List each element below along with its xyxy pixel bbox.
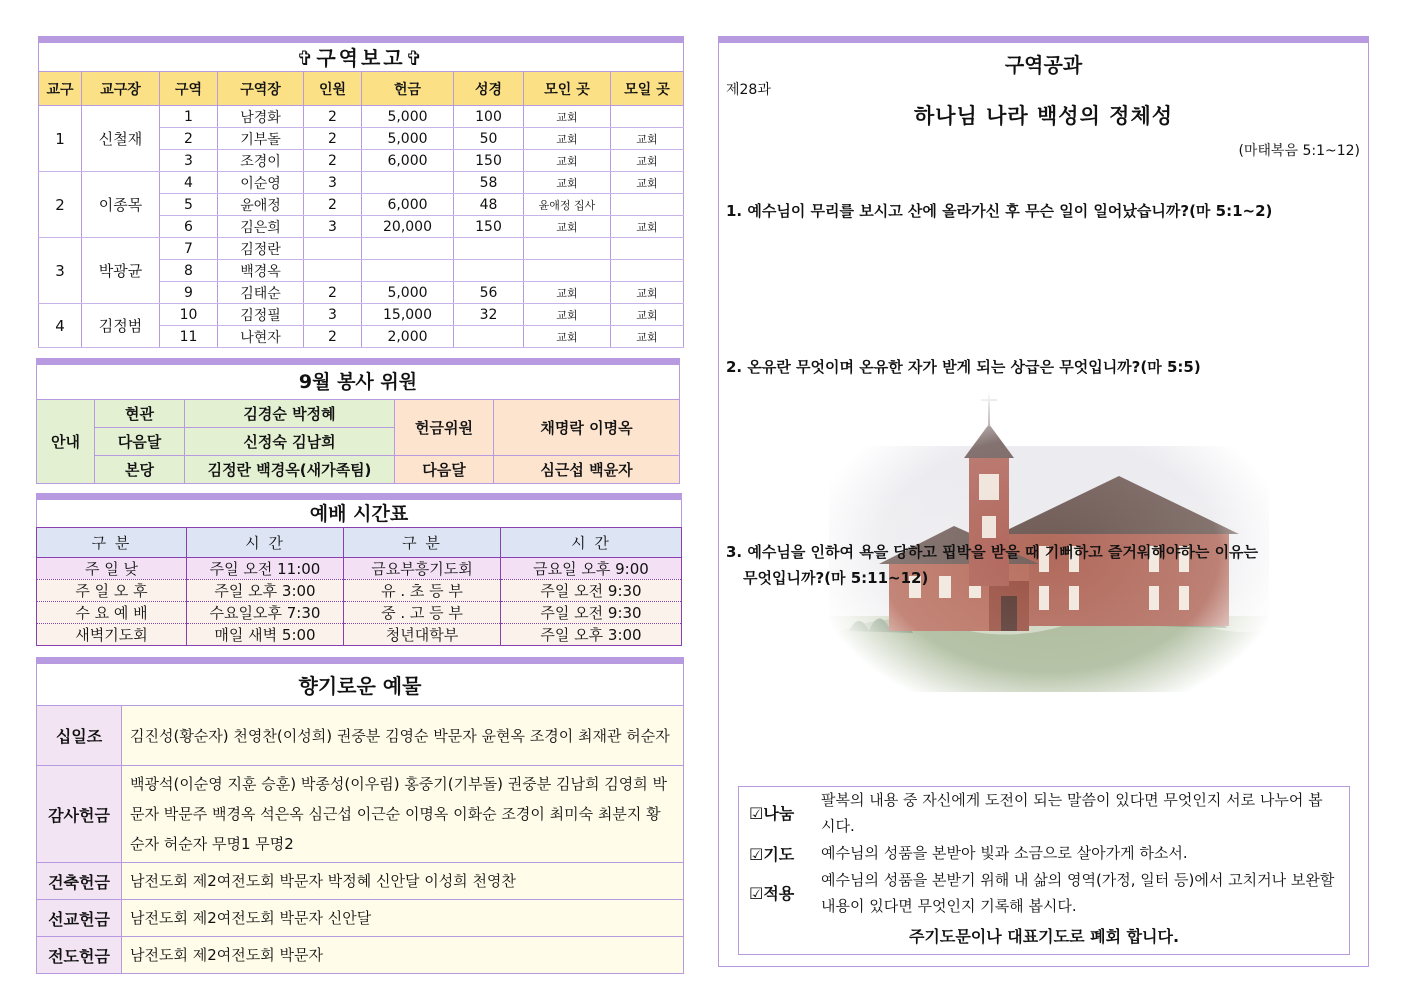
offering-names: 백광석(이순영 지훈 승훈) 박종성(이우림) 홍중기(기부돌) 권중분 김남희 김영희 박문자 박문주 백경옥 석은옥 심근섭 이근순 이명옥 이화순 조경이 최미숙 최분지 황순자 허순자 무명1 무명2 [122, 766, 684, 863]
district-report-title: ✞구역보고✞ [38, 43, 684, 71]
table-row [37, 580, 682, 602]
service-committee-title: 9월 봉사 위원 [36, 365, 680, 399]
offering-cell: 20,000 [362, 216, 454, 238]
col-header: 교구 [39, 72, 82, 106]
service-time: 주일 오전 9:30 [501, 602, 682, 624]
table-row [37, 863, 684, 900]
district-report-table [38, 71, 684, 348]
people-cell: 2 [304, 326, 362, 348]
pray-text: 예수님의 성품을 본받아 빛과 소금으로 살아가게 하소서. [821, 844, 1188, 862]
offering-cell [362, 172, 454, 194]
head-cell: 김정란 [218, 238, 304, 260]
meet-place-cell [611, 238, 684, 260]
place-cell: 현관 [95, 400, 185, 428]
service-name: 중 . 고 등 부 [344, 602, 501, 624]
parish-cell: 4 [39, 304, 82, 348]
bible-cell [454, 260, 524, 282]
offering-cell: 15,000 [362, 304, 454, 326]
col-header: 성경 [454, 72, 524, 106]
col-header: 구 분 [37, 528, 187, 558]
offering-type: 건축헌금 [37, 863, 122, 900]
bible-cell: 48 [454, 194, 524, 216]
people-cell: 2 [304, 128, 362, 150]
offering-cell: 2,000 [362, 326, 454, 348]
district-report-bar [38, 36, 684, 43]
head-cell: 남경화 [218, 106, 304, 128]
met-place-cell: 교회 [524, 304, 611, 326]
offering-type: 십일조 [37, 706, 122, 766]
offering-names: 남전도회 제2여전도회 박문자 [122, 937, 684, 974]
table-row [37, 624, 682, 646]
offerings-panel [36, 657, 684, 974]
head-cell: 윤애정 [218, 194, 304, 216]
district-report-panel [38, 36, 684, 348]
col-header: 교구장 [82, 72, 160, 106]
service-time: 주일 오전 9:30 [501, 580, 682, 602]
service-time: 주일 오후 3:00 [501, 624, 682, 646]
service-name: 주 일 오 후 [37, 580, 187, 602]
meet-place-cell: 교회 [611, 326, 684, 348]
service-time: 매일 새벽 5:00 [187, 624, 344, 646]
district-cell: 6 [160, 216, 218, 238]
service-time: 주일 오전 11:00 [187, 558, 344, 580]
meet-place-cell: 교회 [611, 150, 684, 172]
parish-cell: 3 [39, 238, 82, 304]
lesson-panel [718, 36, 1369, 967]
offering-committee-label: 헌금위원 [395, 400, 494, 456]
table-row [37, 766, 684, 863]
pray-label: ☑기도 [749, 845, 795, 864]
offering-committee-names: 채명락 이명옥 [494, 400, 680, 456]
parish-leader-cell: 김정범 [82, 304, 160, 348]
met-place-cell [524, 260, 611, 282]
share-label: ☑나눔 [749, 804, 795, 823]
meet-place-cell: 교회 [611, 216, 684, 238]
share-text: 팔복의 내용 중 자신에게 도전이 되는 말씀이 있다면 무엇인지 서로 나누어 봅시다. [821, 791, 1323, 835]
service-committee-table [36, 399, 680, 484]
table-row [37, 706, 684, 766]
meet-place-cell [611, 260, 684, 282]
district-cell: 10 [160, 304, 218, 326]
head-cell: 김정필 [218, 304, 304, 326]
parish-cell: 1 [39, 106, 82, 172]
head-cell: 조경이 [218, 150, 304, 172]
offering-cell [362, 260, 454, 282]
place-cell: 다음달 [95, 428, 185, 456]
guide-label: 안내 [37, 400, 95, 484]
table-row [39, 172, 684, 194]
head-cell: 김태순 [218, 282, 304, 304]
apply-label: ☑적용 [749, 884, 795, 903]
next-month-names: 심근섭 백윤자 [494, 456, 680, 484]
offerings-title: 향기로운 예물 [36, 664, 684, 705]
worship-schedule-bar [36, 493, 682, 500]
people-cell [304, 238, 362, 260]
met-place-cell: 윤애정 집사 [524, 194, 611, 216]
col-header: 인원 [304, 72, 362, 106]
parish-cell: 2 [39, 172, 82, 238]
names-cell: 김경순 박정혜 [185, 400, 395, 428]
table-row [37, 602, 682, 624]
bible-cell: 150 [454, 216, 524, 238]
district-header-row [39, 72, 684, 106]
lesson-reference: (마태복음 5:1~12) [1238, 143, 1360, 159]
lesson-title: 구역공과 [1004, 53, 1083, 77]
offerings-table [36, 705, 684, 974]
met-place-cell: 교회 [524, 216, 611, 238]
col-header: 구 분 [344, 528, 501, 558]
bible-cell: 100 [454, 106, 524, 128]
head-cell: 백경옥 [218, 260, 304, 282]
met-place-cell: 교회 [524, 106, 611, 128]
offerings-bar [36, 657, 684, 664]
offering-cell: 6,000 [362, 150, 454, 172]
offering-names: 남전도회 제2여전도회 박문자 박정혜 신안달 이성희 천영찬 [122, 863, 684, 900]
people-cell: 3 [304, 304, 362, 326]
district-cell: 3 [160, 150, 218, 172]
head-cell: 이순영 [218, 172, 304, 194]
head-cell: 나현자 [218, 326, 304, 348]
table-row [37, 558, 682, 580]
people-cell: 3 [304, 216, 362, 238]
names-cell: 신정숙 김남희 [185, 428, 395, 456]
worship-schedule-table [36, 527, 682, 646]
parish-leader-cell: 이종목 [82, 172, 160, 238]
col-header: 시 간 [187, 528, 344, 558]
bible-cell: 150 [454, 150, 524, 172]
met-place-cell: 교회 [524, 282, 611, 304]
meet-place-cell: 교회 [611, 172, 684, 194]
col-header: 헌금 [362, 72, 454, 106]
met-place-cell: 교회 [524, 172, 611, 194]
people-cell: 3 [304, 172, 362, 194]
closing-text: 주기도문이나 대표기도로 폐회 합니다. [908, 927, 1180, 946]
people-cell: 2 [304, 150, 362, 172]
bible-cell [454, 326, 524, 348]
col-header: 시 간 [501, 528, 682, 558]
bible-cell: 56 [454, 282, 524, 304]
table-row [39, 106, 684, 128]
met-place-cell: 교회 [524, 128, 611, 150]
offering-cell: 6,000 [362, 194, 454, 216]
service-time: 수요일오후 7:30 [187, 602, 344, 624]
people-cell: 2 [304, 194, 362, 216]
offering-cell: 5,000 [362, 128, 454, 150]
table-row [39, 304, 684, 326]
service-name: 새벽기도회 [37, 624, 187, 646]
offering-cell: 5,000 [362, 106, 454, 128]
service-name: 주 일 낮 [37, 558, 187, 580]
worship-schedule-title: 예배 시간표 [36, 500, 682, 527]
service-name: 금요부흥기도회 [344, 558, 501, 580]
district-cell: 2 [160, 128, 218, 150]
next-month-label: 다음달 [395, 456, 494, 484]
bible-cell: 50 [454, 128, 524, 150]
district-cell: 7 [160, 238, 218, 260]
offering-cell [362, 238, 454, 260]
lesson-number: 제28과 [726, 82, 771, 98]
names-cell: 김정란 백경옥(새가족팀) [185, 456, 395, 484]
district-cell: 11 [160, 326, 218, 348]
service-time: 주일 오후 3:00 [187, 580, 344, 602]
question-3: 3. 예수님을 인하여 욕을 당하고 핍박을 받을 때 기뻐하고 즐거워해야하는 이유는 [726, 543, 1259, 561]
bible-cell [454, 238, 524, 260]
meet-place-cell: 교회 [611, 282, 684, 304]
meet-place-cell: 교회 [611, 304, 684, 326]
application-box [738, 786, 1350, 955]
col-header: 모일 곳 [611, 72, 684, 106]
table-row [37, 400, 680, 428]
service-name: 유 . 초 등 부 [344, 580, 501, 602]
col-header: 모인 곳 [524, 72, 611, 106]
question-2: 2. 온유란 무엇이며 온유한 자가 받게 되는 상급은 무엇입니까?(마 5:5) [726, 358, 1201, 376]
service-time: 금요일 오후 9:00 [501, 558, 682, 580]
worship-header-row [37, 528, 682, 558]
district-cell: 9 [160, 282, 218, 304]
meet-place-cell [611, 106, 684, 128]
table-row [37, 900, 684, 937]
offering-names: 남전도회 제2여전도회 박문자 신안달 [122, 900, 684, 937]
district-cell: 8 [160, 260, 218, 282]
table-row [39, 238, 684, 260]
district-cell: 5 [160, 194, 218, 216]
people-cell: 2 [304, 282, 362, 304]
question-1: 1. 예수님이 무리를 보시고 산에 올라가신 후 무슨 일이 일어났습니까?(마 5:1~2) [726, 202, 1273, 220]
offering-cell: 5,000 [362, 282, 454, 304]
place-cell: 본당 [95, 456, 185, 484]
col-header: 구역 [160, 72, 218, 106]
district-cell: 1 [160, 106, 218, 128]
meet-place-cell: 교회 [611, 128, 684, 150]
district-cell: 4 [160, 172, 218, 194]
service-committee-bar [36, 358, 680, 365]
people-cell [304, 260, 362, 282]
met-place-cell [524, 238, 611, 260]
col-header: 구역장 [218, 72, 304, 106]
offering-type: 선교헌금 [37, 900, 122, 937]
parish-leader-cell: 박광균 [82, 238, 160, 304]
bible-cell: 58 [454, 172, 524, 194]
met-place-cell: 교회 [524, 326, 611, 348]
head-cell: 김은희 [218, 216, 304, 238]
table-row [37, 456, 680, 484]
offering-names: 김진성(황순자) 천영찬(이성희) 권중분 김영순 박문자 윤현옥 조경이 최재관 허순자 [122, 706, 684, 766]
offering-type: 감사헌금 [37, 766, 122, 863]
service-committee-panel [36, 358, 680, 484]
lesson-bar [718, 36, 1369, 43]
question-3-cont: 무엇입니까?(마 5:11~12) [743, 569, 929, 587]
lesson-heading: 하나님 나라 백성의 정체성 [913, 104, 1174, 128]
worship-schedule-panel [36, 493, 682, 646]
offering-type: 전도헌금 [37, 937, 122, 974]
apply-text: 예수님의 성품을 본받기 위해 내 삶의 영역(가정, 일터 등)에서 고치거나 보완할 내용이 있다면 무엇인지 기록해 봅시다. [821, 871, 1335, 915]
parish-leader-cell: 신철재 [82, 106, 160, 172]
service-name: 수 요 예 배 [37, 602, 187, 624]
met-place-cell: 교회 [524, 150, 611, 172]
service-name: 청년대학부 [344, 624, 501, 646]
bible-cell: 32 [454, 304, 524, 326]
people-cell: 2 [304, 106, 362, 128]
head-cell: 기부돌 [218, 128, 304, 150]
table-row [37, 937, 684, 974]
meet-place-cell [611, 194, 684, 216]
